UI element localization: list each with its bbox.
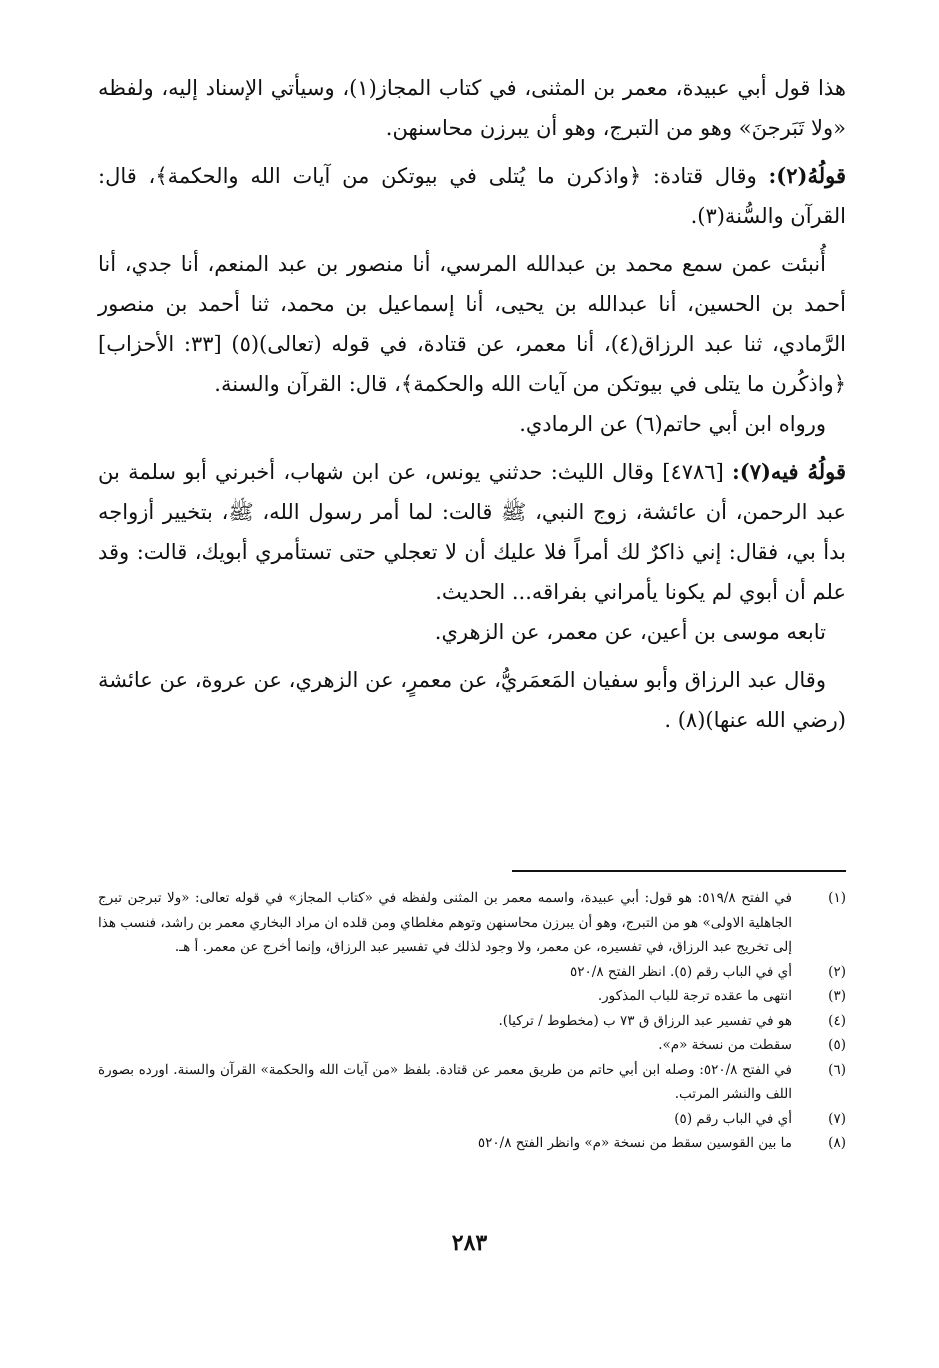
footnote-text: في الفتح ٥١٩/٨: هو قول: أبي عبيدة، واسمه معمر بن المثنى ولفظه في «كتاب المجاز» في قوله تعالى: «ولا تبرجن تبرج الجاهلية الاولى» هو من التبرج، وهو أن يبرزن محاسنهن وتوهم مغلطاي ومن قلده ان مراد البخاري معمر بن راشد، فنسب هذا إلى تخريج عبد الرزاق، في تفسيره، عن معمر، ولا وجود لذلك في تفسير عبد الرزاق، وإنما أخرج عن معمر. أ هـ. [98, 890, 792, 955]
footnote-number: (٢) [828, 963, 846, 980]
paragraph-6: تابعه موسى بن أعين، عن معمر، عن الزهري. [434, 620, 826, 644]
section-heading: قولُهُ فيه(٧): [732, 459, 846, 484]
footnote [98, 984, 846, 1009]
footnote [98, 1009, 846, 1034]
footnote-text: في الفتح ٥٢٠/٨: وصله ابن أبي حاتم من طريق معمر عن قتادة. بلفظ «من آيات الله والحكمة» القرآن والسنة. اورده بصورة اللف والنشر المرتب. [98, 1061, 792, 1102]
paragraph-3: أُنبئت عمن سمع محمد بن عبدالله المرسي، أنا منصور بن عبد المنعم، أنا جدي، أنا أحمد بن الحسين، أنا عبدالله بن يحيى، أنا إسماعيل بن محمد، ثنا أحمد بن منصور الرَّمادي، ثنا عبد الرزاق(٤)، أنا معمر، عن قتادة، في قوله (تعالى)(٥) [٣٣: الأحزاب] ﴿واذكُرن ما يتلى في بيوتكن من آيات الله والحكمة﴾، قال: القرآن والسنة. [98, 252, 847, 396]
footnote-text: أي في الباب رقم (٥) [674, 1110, 792, 1127]
footnote-text: أي في الباب رقم (٥). انظر الفتح ٥٢٠/٨ [570, 963, 792, 980]
footnote-number: (٦) [828, 1061, 846, 1078]
footnote-number: (٧) [828, 1110, 846, 1127]
paragraph-1: هذا قول أبي عبيدة، معمر بن المثنى، في كتاب المجاز(١)، وسيأتي الإسناد إليه، ولفظه «ولا تَبَرجنَ» وهو من التبرج، وهو أن يبرزن محاسنهن. [98, 76, 846, 140]
footnotes [98, 886, 846, 1156]
footnote-number: (٥) [828, 1037, 846, 1053]
footnote-text: انتهى ما عقده ترجة للباب المذكور. [597, 988, 792, 1004]
footnote [98, 886, 846, 960]
footnote [98, 1058, 846, 1107]
footnote-number: (٣) [828, 988, 846, 1004]
paragraph-4: ورواه ابن أبي حاتم(٦) عن الرمادي. [519, 412, 826, 436]
footnote [98, 1131, 846, 1156]
page-number: ٢٨٣ [451, 1230, 488, 1256]
footnote-divider [512, 870, 846, 872]
paragraph-2-text: وقال قتادة: ﴿واذكرن ما يُتلى في بيوتكن من آيات الله والحكمة﴾، قال: القرآن والسُّنة(٣). [98, 164, 846, 228]
paragraph-2 [98, 156, 846, 236]
main-text [98, 68, 846, 740]
footnote-number: (١) [828, 890, 846, 906]
footnote-text: هو في تفسير عبد الرزاق ق ٧٣ ب (مخطوط / تركيا). [498, 1012, 792, 1029]
footnote-text: ما بين القوسين سقط من نسخة «م» وانظر الفتح ٥٢٠/٨ [477, 1135, 792, 1151]
paragraph-5-text: [٤٧٨٦] وقال الليث: حدثني يونس، عن ابن شهاب، أخبرني أبو سلمة بن عبد الرحمن، أن عائشة، زوج النبي، ﷺ قالت: لما أمر رسول الله، ﷺ، بتخيير أزواجه بدأ بي، فقال: إني ذاكرٌ لك أمراً فلا عليك أن لا تعجلي حتى تستأمري أبويك، قالت: وقد علم أن أبوي لم يكونا يأمراني بفراقه... الحديث. [98, 460, 846, 604]
footnote [98, 960, 846, 985]
paragraph-5 [98, 452, 846, 612]
section-heading: قولُهُ(٢): [768, 163, 846, 188]
paragraph-7: وقال عبد الرزاق وأبو سفيان المَعمَريُّ، عن معمرٍ، عن الزهري، عن عروة، عن عائشة (رضي الله عنها)(٨) . [98, 668, 846, 732]
footnote [98, 1033, 846, 1058]
footnote-number: (٤) [828, 1012, 846, 1029]
footnote-number: (٨) [828, 1135, 846, 1151]
footnote-text: سقطت من نسخة «م». [658, 1037, 792, 1053]
footnote [98, 1107, 846, 1132]
